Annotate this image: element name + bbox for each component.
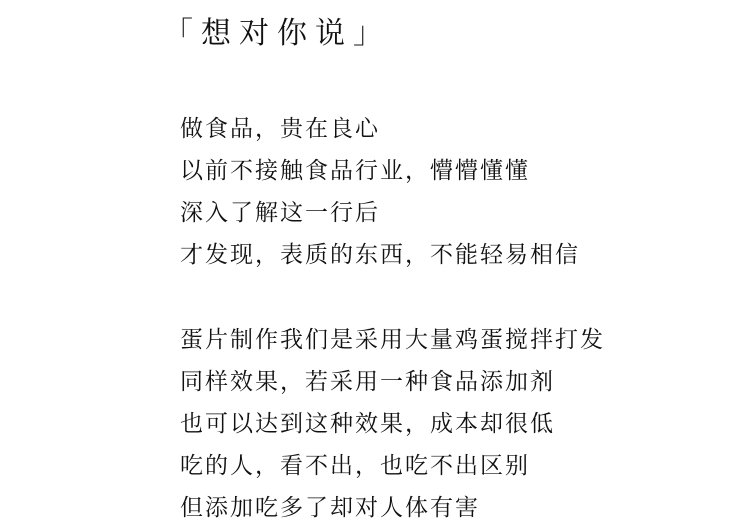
page-title: 「想对你说」 <box>163 16 391 51</box>
text-line: 以前不接触食品行业，懵懵懂懂 <box>180 158 530 184</box>
paragraph-2 <box>180 319 605 529</box>
text-line: 才发现，表质的东西，不能轻易相信 <box>180 242 580 268</box>
text-line: 做食品，贵在良心 <box>180 116 380 142</box>
text-line: 蛋片制作我们是采用大量鸡蛋搅拌打发 <box>180 327 605 353</box>
text-line: 深入了解这一行后 <box>180 200 380 226</box>
text-line: 也可以达到这种效果，成本却很低 <box>180 411 555 437</box>
text-line: 同样效果，若采用一种食品添加剂 <box>180 369 555 395</box>
text-line: 但添加吃多了却对人体有害 <box>180 495 480 521</box>
paragraph-1 <box>180 108 580 276</box>
text-line: 吃的人，看不出，也吃不出区别 <box>180 453 530 479</box>
